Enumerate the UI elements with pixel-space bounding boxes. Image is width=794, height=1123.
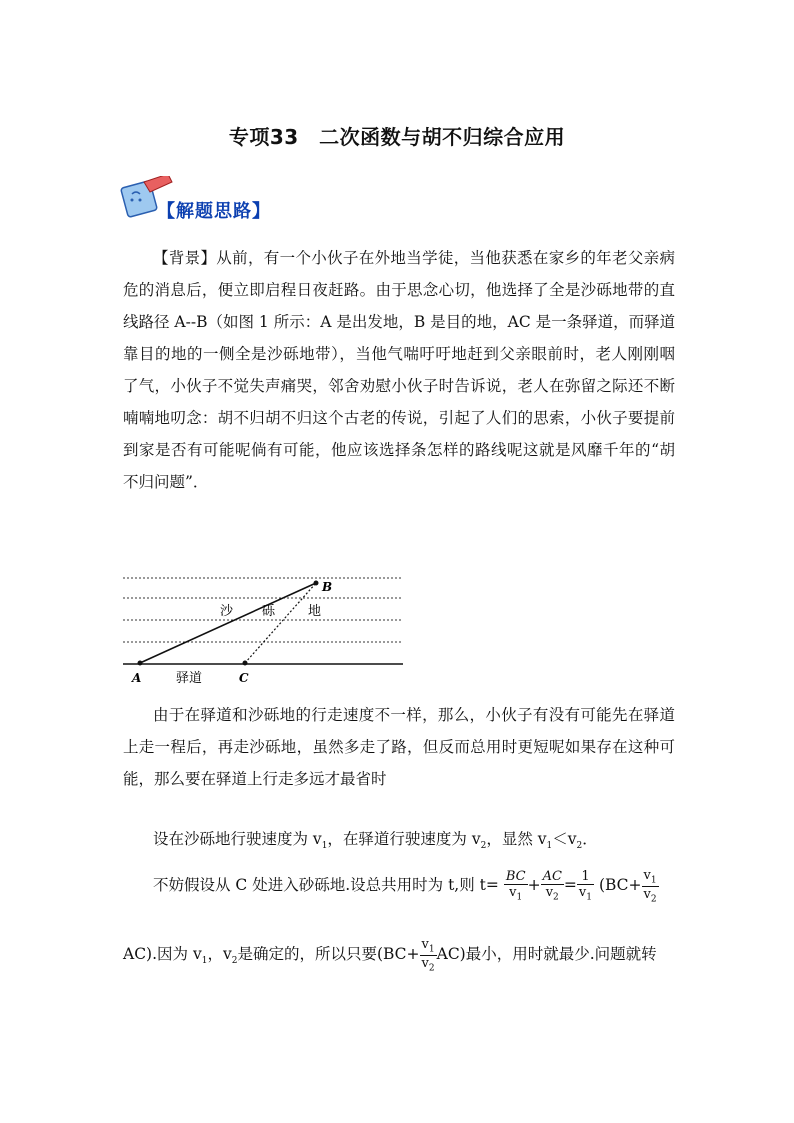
text-line: 【背景】从前，有一个小伙子在外地当学徒，当他获悉在家乡的年老父亲病 — [153, 249, 675, 267]
text-line: 到家是否有可能呢倘有可能，他应该选择条怎样的路线呢这就是风靡千年的“胡 — [123, 441, 675, 459]
text-line: 不归问题”． — [123, 473, 209, 491]
sand-label-3: 地 — [308, 604, 322, 619]
sand-label-1: 沙 — [220, 604, 234, 619]
text-line: 喃喃地叨念：胡不归胡不归这个古老的传说，引起了人们的思索，小伙子要提前 — [123, 409, 675, 427]
speed-assumption: 设在沙砾地行驶速度为 $v_1$，在驿道行驶速度为 $v_2$，显然 $v_1<v_2$． — [153, 830, 598, 852]
fraction-ac-v2: $\frac{AC}{v_2}$ — [542, 869, 562, 903]
background-paragraph — [123, 242, 675, 498]
point-b-label: B — [322, 580, 333, 594]
text-line: 上走一程后，再走沙砾地，虽然多走了路，但反而总用时更短呢如果存在这种可 — [123, 738, 675, 756]
text-line: 能，那么要在驿道上行走多远才最省时 — [123, 770, 387, 788]
point-a-label: A — [132, 671, 142, 685]
section-badge: 【解题思路】 — [157, 201, 271, 222]
fraction-v1-v2: $\frac{v_1}{v_2}$ — [643, 868, 657, 905]
road-label: 驿道 — [176, 671, 203, 686]
text-line: 靠目的地的一侧全是沙砾地带），当他气喘吁吁地赶到父亲眼前时，老人刚刚咽 — [123, 345, 675, 363]
route-diagram — [118, 574, 408, 689]
text-line: 了气，小伙子不觉失声痛哭，邻舍劝慰小伙子时告诉说，老人在弥留之际还不断 — [123, 377, 675, 395]
point-c-label: C — [239, 671, 249, 685]
text-line: 由于在驿道和沙砾地的行走速度不一样，那么，小伙子有没有可能先在驿道 — [153, 706, 675, 724]
conclusion-line: AC).因为 $v_1$，$v_2$是确定的，所以只要(BC+ $\frac{v_1}{v_2}$ AC)最小，用时就最少.问题就转 — [123, 937, 657, 974]
text-line: 线路径 A--B（如图 1 所示：A 是出发地，B 是目的地，AC 是一条驿道，而驿道 — [123, 313, 675, 331]
fraction-bc-v1: $\frac{BC}{v_1}$ — [505, 869, 526, 903]
fraction-one-v1: $\frac{1}{v_1}$ — [578, 869, 592, 903]
sand-label-2: 砾 — [262, 604, 276, 619]
question-paragraph — [123, 699, 675, 795]
page-title: 专项33 二次函数与胡不归综合应用 — [228, 125, 566, 149]
time-formula: 不妨假设从 C 处进入砂砾地.设总共用时为 t,则 t= $\frac{BC}{v_1}$ + $\frac{AC}{v_2}$ = $\frac{1}{v_1}$ (BC+ $\frac{v_1}{v_2}$ — [153, 868, 657, 905]
fraction-v1-v2: $\frac{v_1}{v_2}$ — [421, 937, 435, 974]
text-line: 危的消息后，便立即启程日夜赶路。由于思念心切，他选择了全是沙砾地带的直 — [123, 281, 675, 299]
